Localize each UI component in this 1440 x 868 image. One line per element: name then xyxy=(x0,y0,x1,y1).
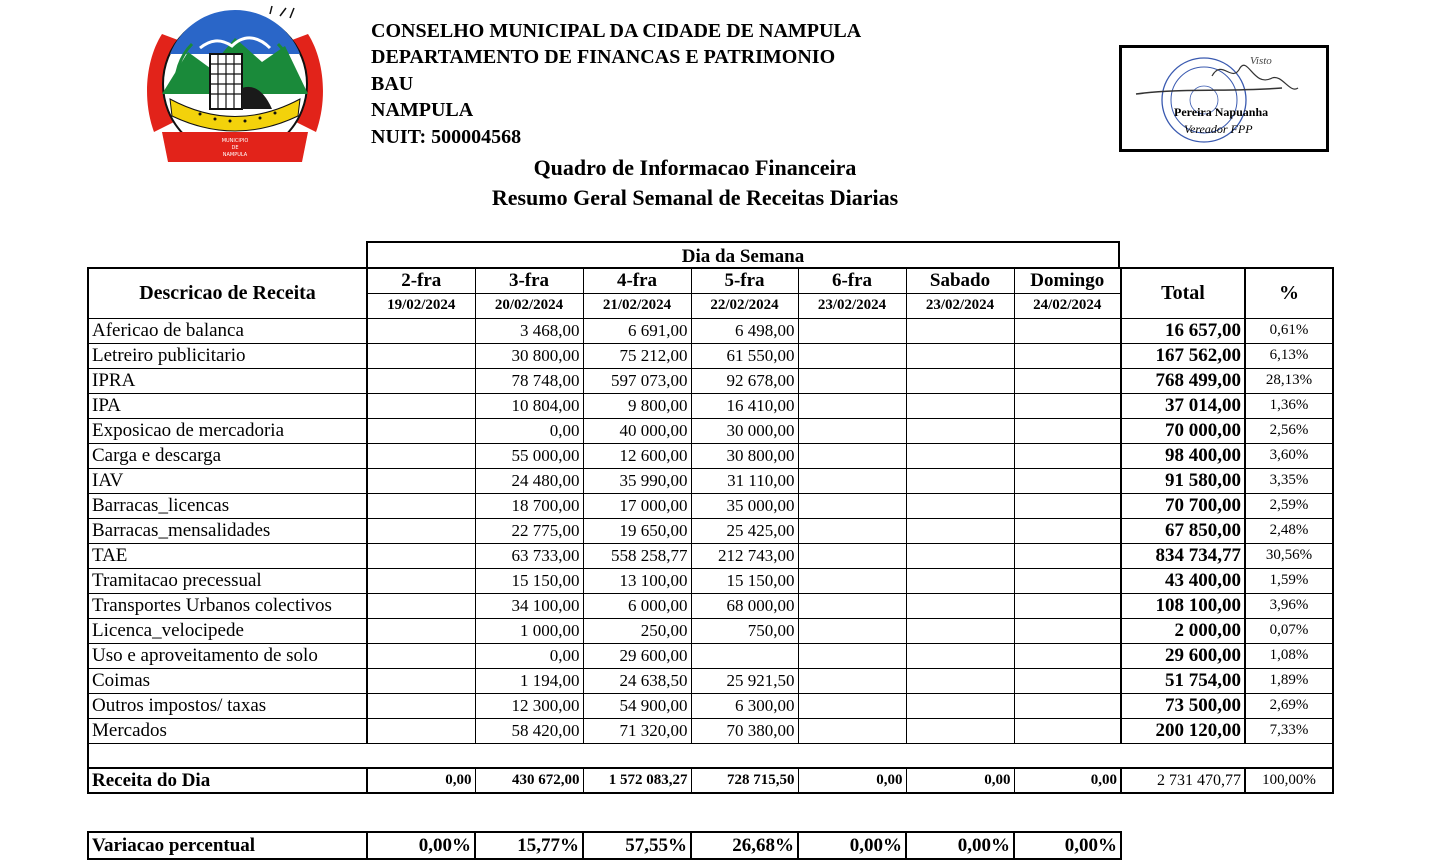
day-value: 78 748,00 xyxy=(475,368,583,393)
day-value: 3 468,00 xyxy=(475,318,583,343)
daily-total-value: 0,00 xyxy=(367,768,475,793)
day-value xyxy=(906,318,1014,343)
daily-total-label: Receita do Dia xyxy=(88,768,367,793)
daily-total-value: 1 572 083,27 xyxy=(583,768,691,793)
day-value xyxy=(906,693,1014,718)
day-value: 12 600,00 xyxy=(583,443,691,468)
day-value xyxy=(906,518,1014,543)
day-value xyxy=(367,318,475,343)
day-value: 30 800,00 xyxy=(475,343,583,368)
table-row xyxy=(88,668,1333,693)
day-value: 30 000,00 xyxy=(691,418,798,443)
day-value xyxy=(367,718,475,743)
day-value: 35 000,00 xyxy=(691,493,798,518)
row-total: 70 000,00 xyxy=(1121,418,1245,443)
organization-header xyxy=(371,18,861,150)
day-value xyxy=(367,368,475,393)
day-value: 10 804,00 xyxy=(475,393,583,418)
day-value xyxy=(1014,468,1121,493)
column-header-day: 3-fra xyxy=(475,268,583,293)
row-percent: 3,35% xyxy=(1245,468,1333,493)
day-value xyxy=(798,493,906,518)
day-value xyxy=(906,718,1014,743)
day-value xyxy=(906,643,1014,668)
day-value xyxy=(798,518,906,543)
day-of-week-group-header: Dia da Semana xyxy=(366,241,1120,268)
revenue-description: Uso e aproveitamento de solo xyxy=(88,643,367,668)
day-value xyxy=(798,568,906,593)
column-header-total: Total xyxy=(1121,268,1245,318)
revenue-description: Barracas_mensalidades xyxy=(88,518,367,543)
day-value xyxy=(367,643,475,668)
row-total: 834 734,77 xyxy=(1121,543,1245,568)
day-value xyxy=(798,693,906,718)
table-row xyxy=(88,318,1333,343)
day-value xyxy=(367,618,475,643)
revenue-description: Mercados xyxy=(88,718,367,743)
day-value xyxy=(367,493,475,518)
day-value: 18 700,00 xyxy=(475,493,583,518)
row-percent: 7,33% xyxy=(1245,718,1333,743)
variation-value: 57,55% xyxy=(583,832,691,859)
day-value xyxy=(1014,518,1121,543)
day-value xyxy=(906,468,1014,493)
day-value xyxy=(906,368,1014,393)
day-value xyxy=(798,468,906,493)
revenue-description: Letreiro publicitario xyxy=(88,343,367,368)
table-row xyxy=(88,718,1333,743)
signatory-role: Vereador FPP xyxy=(1184,122,1253,136)
day-value: 0,00 xyxy=(475,643,583,668)
day-value xyxy=(798,593,906,618)
row-total: 67 850,00 xyxy=(1121,518,1245,543)
day-value xyxy=(1014,618,1121,643)
day-value xyxy=(906,418,1014,443)
day-value xyxy=(367,568,475,593)
table-row xyxy=(88,643,1333,668)
day-value xyxy=(1014,593,1121,618)
signatory-name: Pereira Napuanha xyxy=(1174,105,1269,119)
revenue-description: TAE xyxy=(88,543,367,568)
daily-total-value: 728 715,50 xyxy=(691,768,798,793)
day-value xyxy=(367,693,475,718)
column-header-description: Descricao de Receita xyxy=(88,268,367,318)
variation-value: 0,00% xyxy=(906,832,1014,859)
row-total: 51 754,00 xyxy=(1121,668,1245,693)
day-value: 9 800,00 xyxy=(583,393,691,418)
day-value: 558 258,77 xyxy=(583,543,691,568)
day-value: 58 420,00 xyxy=(475,718,583,743)
table-row xyxy=(88,618,1333,643)
day-value xyxy=(1014,718,1121,743)
column-header-date: 23/02/2024 xyxy=(798,293,906,318)
svg-text:DE: DE xyxy=(231,145,239,151)
day-value xyxy=(1014,643,1121,668)
day-value: 29 600,00 xyxy=(583,643,691,668)
row-percent: 3,96% xyxy=(1245,593,1333,618)
row-percent: 1,08% xyxy=(1245,643,1333,668)
day-value xyxy=(906,393,1014,418)
day-value: 22 775,00 xyxy=(475,518,583,543)
day-value: 0,00 xyxy=(475,418,583,443)
day-value xyxy=(691,643,798,668)
revenue-description: IAV xyxy=(88,468,367,493)
day-value xyxy=(798,543,906,568)
revenue-description: Afericao de balanca xyxy=(88,318,367,343)
day-value: 75 212,00 xyxy=(583,343,691,368)
revenue-description: Exposicao de mercadoria xyxy=(88,418,367,443)
grand-total: 2 731 470,77 xyxy=(1121,768,1245,793)
day-value: 92 678,00 xyxy=(691,368,798,393)
day-value: 6 691,00 xyxy=(583,318,691,343)
official-stamp-icon xyxy=(1122,48,1332,155)
row-percent: 0,07% xyxy=(1245,618,1333,643)
day-value xyxy=(1014,443,1121,468)
row-percent: 2,59% xyxy=(1245,493,1333,518)
variation-value: 0,00% xyxy=(1014,832,1121,859)
table-row xyxy=(88,393,1333,418)
day-value: 15 150,00 xyxy=(691,568,798,593)
day-value: 34 100,00 xyxy=(475,593,583,618)
day-value xyxy=(798,318,906,343)
column-header-day: 5-fra xyxy=(691,268,798,293)
row-total: 108 100,00 xyxy=(1121,593,1245,618)
day-value xyxy=(798,368,906,393)
day-value: 40 000,00 xyxy=(583,418,691,443)
day-value: 13 100,00 xyxy=(583,568,691,593)
svg-text:Visto: Visto xyxy=(1250,55,1272,67)
header-line-city: NAMPULA xyxy=(371,99,474,122)
revenue-description: Outros impostos/ taxas xyxy=(88,693,367,718)
row-total: 16 657,00 xyxy=(1121,318,1245,343)
day-value xyxy=(1014,543,1121,568)
table-row xyxy=(88,693,1333,718)
row-percent: 6,13% xyxy=(1245,343,1333,368)
revenue-description: IPA xyxy=(88,393,367,418)
column-header-date: 24/02/2024 xyxy=(1014,293,1121,318)
day-value xyxy=(798,343,906,368)
day-value: 55 000,00 xyxy=(475,443,583,468)
column-header-date: 22/02/2024 xyxy=(691,293,798,318)
row-total: 167 562,00 xyxy=(1121,343,1245,368)
row-percent: 1,89% xyxy=(1245,668,1333,693)
daily-total-value: 0,00 xyxy=(1014,768,1121,793)
daily-total-value: 0,00 xyxy=(798,768,906,793)
row-percent: 1,36% xyxy=(1245,393,1333,418)
day-value: 24 638,50 xyxy=(583,668,691,693)
day-value xyxy=(798,418,906,443)
day-value xyxy=(798,643,906,668)
daily-total-value: 430 672,00 xyxy=(475,768,583,793)
day-value: 1 000,00 xyxy=(475,618,583,643)
day-value xyxy=(1014,343,1121,368)
day-value: 61 550,00 xyxy=(691,343,798,368)
revenue-description: Coimas xyxy=(88,668,367,693)
day-value xyxy=(1014,418,1121,443)
weekly-revenue-table xyxy=(87,267,1334,794)
day-value xyxy=(798,393,906,418)
variation-value: 15,77% xyxy=(475,832,583,859)
row-total: 70 700,00 xyxy=(1121,493,1245,518)
row-total: 37 014,00 xyxy=(1121,393,1245,418)
header-line-department: DEPARTAMENTO DE FINANCAS E PATRIMONIO xyxy=(371,46,836,69)
column-header-day: Domingo xyxy=(1014,268,1121,293)
variation-label: Variacao percentual xyxy=(88,832,367,859)
day-value: 35 990,00 xyxy=(583,468,691,493)
day-value xyxy=(798,668,906,693)
day-value xyxy=(1014,668,1121,693)
day-value: 17 000,00 xyxy=(583,493,691,518)
table-row xyxy=(88,368,1333,393)
day-value: 250,00 xyxy=(583,618,691,643)
table-row xyxy=(88,543,1333,568)
revenue-description: IPRA xyxy=(88,368,367,393)
column-header-date: 21/02/2024 xyxy=(583,293,691,318)
day-value: 68 000,00 xyxy=(691,593,798,618)
day-value xyxy=(367,443,475,468)
row-total: 98 400,00 xyxy=(1121,443,1245,468)
table-row xyxy=(88,443,1333,468)
day-value xyxy=(906,443,1014,468)
table-row xyxy=(88,518,1333,543)
revenue-description: Transportes Urbanos colectivos xyxy=(88,593,367,618)
grand-total-percent: 100,00% xyxy=(1245,768,1333,793)
day-value xyxy=(1014,393,1121,418)
variation-value: 26,68% xyxy=(691,832,798,859)
table-row xyxy=(88,343,1333,368)
row-percent: 28,13% xyxy=(1245,368,1333,393)
day-value: 15 150,00 xyxy=(475,568,583,593)
day-value xyxy=(906,568,1014,593)
day-value xyxy=(1014,493,1121,518)
row-total: 768 499,00 xyxy=(1121,368,1245,393)
table-row xyxy=(88,493,1333,518)
day-value xyxy=(1014,693,1121,718)
row-percent: 3,60% xyxy=(1245,443,1333,468)
day-value xyxy=(367,518,475,543)
header-line-office: BAU xyxy=(371,72,414,95)
row-total: 200 120,00 xyxy=(1121,718,1245,743)
column-header-day: Sabado xyxy=(906,268,1014,293)
column-header-percent: % xyxy=(1245,268,1333,318)
day-value: 212 743,00 xyxy=(691,543,798,568)
day-value: 6 000,00 xyxy=(583,593,691,618)
variation-value: 0,00% xyxy=(798,832,906,859)
column-header-day: 6-fra xyxy=(798,268,906,293)
day-value xyxy=(1014,318,1121,343)
row-total: 2 000,00 xyxy=(1121,618,1245,643)
day-value xyxy=(367,543,475,568)
day-value xyxy=(367,668,475,693)
row-percent: 2,48% xyxy=(1245,518,1333,543)
day-value: 19 650,00 xyxy=(583,518,691,543)
column-header-day: 2-fra xyxy=(367,268,475,293)
column-header-date: 19/02/2024 xyxy=(367,293,475,318)
day-value xyxy=(906,543,1014,568)
day-value xyxy=(798,718,906,743)
day-value xyxy=(1014,368,1121,393)
day-value xyxy=(367,593,475,618)
blank-row xyxy=(88,743,1333,768)
header-line-nuit: NUIT: 500004568 xyxy=(371,125,522,148)
day-value xyxy=(798,618,906,643)
day-value xyxy=(367,468,475,493)
revenue-description: Licenca_velocipede xyxy=(88,618,367,643)
row-percent: 1,59% xyxy=(1245,568,1333,593)
day-value: 25 921,50 xyxy=(691,668,798,693)
row-percent: 30,56% xyxy=(1245,543,1333,568)
column-header-date: 23/02/2024 xyxy=(906,293,1014,318)
row-total: 29 600,00 xyxy=(1121,643,1245,668)
row-percent: 2,69% xyxy=(1245,693,1333,718)
day-value xyxy=(367,343,475,368)
day-value: 25 425,00 xyxy=(691,518,798,543)
day-value: 24 480,00 xyxy=(475,468,583,493)
day-value xyxy=(367,418,475,443)
report-subtitle: Resumo Geral Semanal de Receitas Diarias xyxy=(491,185,899,210)
day-value xyxy=(367,393,475,418)
day-value: 750,00 xyxy=(691,618,798,643)
row-percent: 2,56% xyxy=(1245,418,1333,443)
revenue-description: Barracas_licencas xyxy=(88,493,367,518)
column-header-date: 20/02/2024 xyxy=(475,293,583,318)
revenue-description: Carga e descarga xyxy=(88,443,367,468)
blank-cell xyxy=(88,743,1333,768)
day-value: 597 073,00 xyxy=(583,368,691,393)
day-value xyxy=(906,668,1014,693)
variation-value: 0,00% xyxy=(367,832,475,859)
daily-total-row xyxy=(88,768,1333,793)
percentage-variation-table xyxy=(87,831,1122,860)
daily-total-value: 0,00 xyxy=(906,768,1014,793)
row-total: 91 580,00 xyxy=(1121,468,1245,493)
row-total: 43 400,00 xyxy=(1121,568,1245,593)
report-title: Quadro de Informacao Financeira xyxy=(533,155,857,180)
day-value xyxy=(798,443,906,468)
variation-row xyxy=(88,832,1121,859)
svg-text:MUNICIPIO: MUNICIPIO xyxy=(221,138,249,144)
day-value: 70 380,00 xyxy=(691,718,798,743)
day-value: 16 410,00 xyxy=(691,393,798,418)
day-value xyxy=(906,618,1014,643)
day-value: 12 300,00 xyxy=(475,693,583,718)
day-value xyxy=(906,593,1014,618)
column-header-day: 4-fra xyxy=(583,268,691,293)
table-row xyxy=(88,568,1333,593)
svg-text:NAMPULA: NAMPULA xyxy=(222,152,248,158)
day-value: 63 733,00 xyxy=(475,543,583,568)
day-value: 71 320,00 xyxy=(583,718,691,743)
day-value: 30 800,00 xyxy=(691,443,798,468)
row-total: 73 500,00 xyxy=(1121,693,1245,718)
day-value: 6 300,00 xyxy=(691,693,798,718)
day-value: 6 498,00 xyxy=(691,318,798,343)
day-value: 31 110,00 xyxy=(691,468,798,493)
day-value xyxy=(1014,568,1121,593)
day-value xyxy=(906,343,1014,368)
table-row xyxy=(88,418,1333,443)
day-value: 1 194,00 xyxy=(475,668,583,693)
revenue-description: Tramitacao precessual xyxy=(88,568,367,593)
table-header-row-days xyxy=(88,268,1333,293)
row-percent: 0,61% xyxy=(1245,318,1333,343)
day-value xyxy=(906,493,1014,518)
municipal-emblem xyxy=(140,4,330,168)
table-row xyxy=(88,593,1333,618)
day-value: 54 900,00 xyxy=(583,693,691,718)
approval-stamp-box xyxy=(1119,45,1329,152)
table-row xyxy=(88,468,1333,493)
header-line-council: CONSELHO MUNICIPAL DA CIDADE DE NAMPULA xyxy=(371,20,862,42)
